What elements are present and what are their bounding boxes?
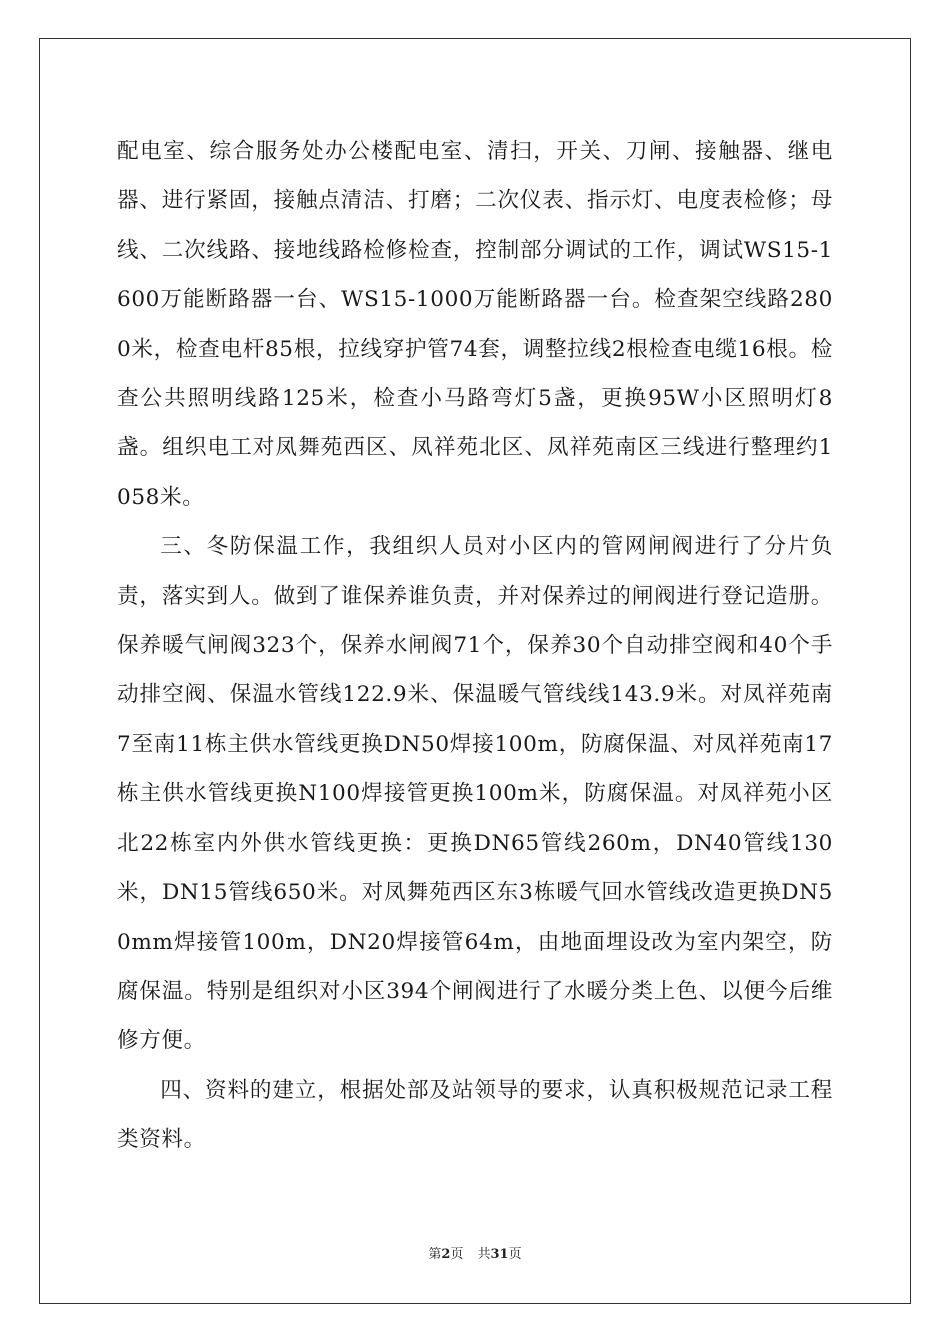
page-footer xyxy=(0,1246,950,1264)
total-pages: 31 xyxy=(490,1247,509,1262)
page-suffix: 页 xyxy=(450,1247,464,1262)
paragraph-1: 配电室、综合服务处办公楼配电室、清扫，开关、刀闸、接触器、继电器、进行紧固，接触点清洁、打磨；二次仪表、指示灯、电度表检修；母线、二次线路、接地线路检修检查，控制部分调试的工作，调试WS15-1600万能断路器一台、WS15-1000万能断路器一台。检查架空线路2800米，检查电杆85根，拉线穿护管74套，调整拉线2根检查电缆16根。检查公共照明线路125米，检查小马路弯灯5盏，更换95W小区照明灯8盏。组织电工对凤舞苑西区、凤祥苑北区、凤祥苑南区三线进行整理约1058米。 xyxy=(117,139,833,510)
paragraph-3: 四、资料的建立，根据处部及站领导的要求，认真积极规范记录工程类资料。 xyxy=(117,1077,833,1153)
total-prefix: 共 xyxy=(477,1247,491,1262)
document-body xyxy=(117,127,833,1165)
paragraph-2: 三、冬防保温工作，我组织人员对小区内的管网闸阀进行了分片负责，落实到人。做到了谁保养谁负责，并对保养过的闸阀进行登记造册。保养暖气闸阀323个，保养水闸阀71个，保养30个自动排空阀和40个手动排空阀、保温水管线122.9米、保温暖气管线线143.9米。对凤祥苑南7至南11栋主供水管线更换DN50焊接100m，防腐保温、对凤祥苑南17栋主供水管线更换N100焊接管更换100m米，防腐保温。对凤祥苑小区北22栋室内外供水管线更换：更换DN65管线260m，DN40管线130米，DN15管线650米。对凤舞苑西区东3栋暖气回水管线改造更换DN50mm焊接管100m，DN20焊接管64m，由地面埋设改为室内架空，防腐保温。特别是组织对小区394个闸阀进行了水暖分类上色、以便今后维修方便。 xyxy=(117,534,833,1054)
total-suffix: 页 xyxy=(508,1247,522,1262)
page-prefix: 第 xyxy=(428,1247,442,1262)
page-number: 2 xyxy=(441,1247,451,1262)
